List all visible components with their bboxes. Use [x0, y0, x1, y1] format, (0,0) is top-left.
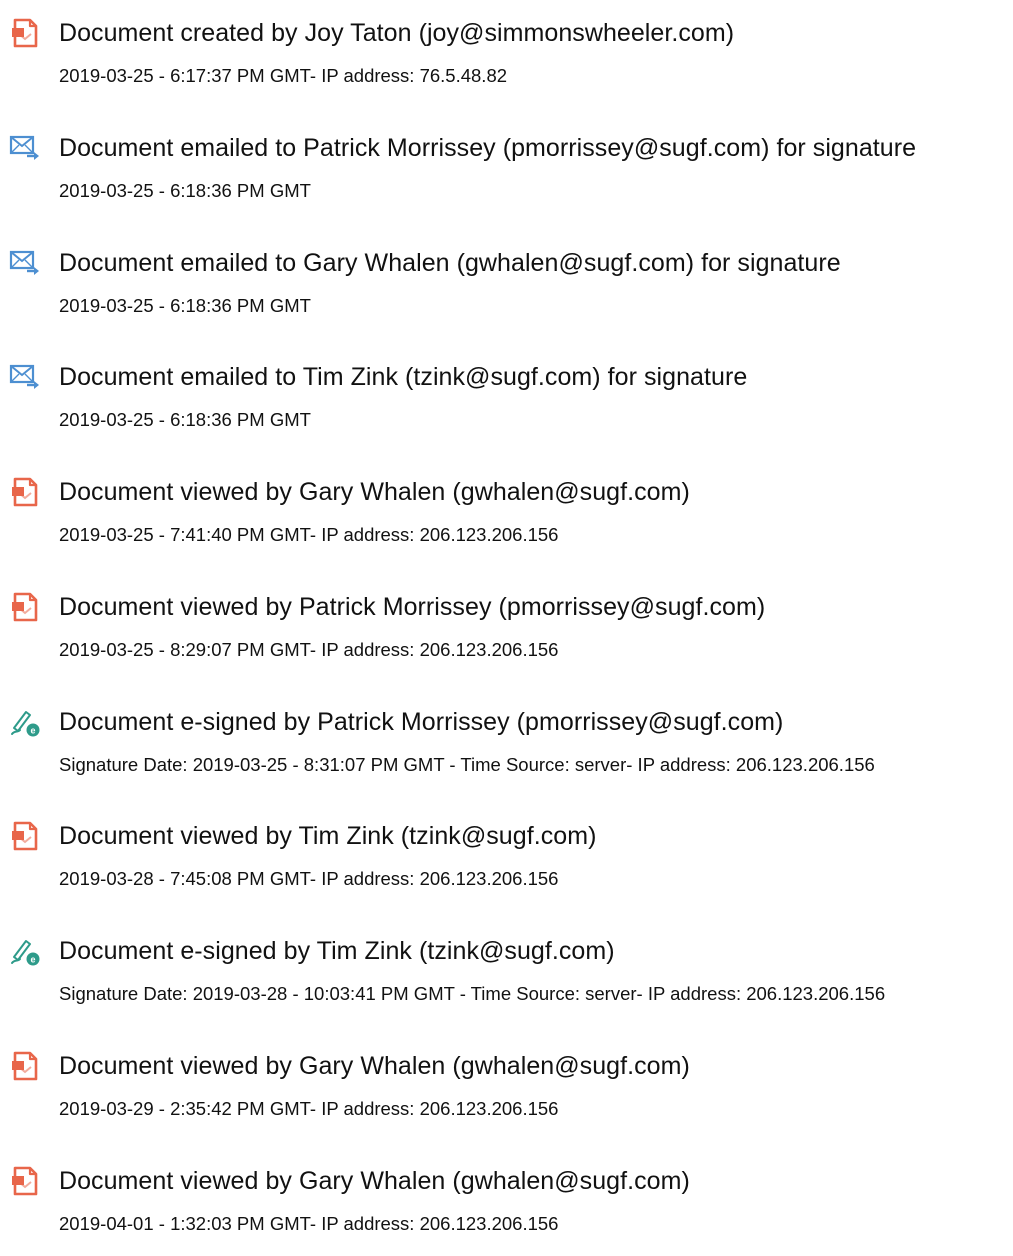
audit-event	[0, 811, 1013, 911]
email-icon	[9, 247, 45, 279]
event-detail: Signature Date: 2019-03-25 - 8:31:07 PM GMT - Time Source: server- IP address: 206.123.206.156	[59, 754, 875, 775]
audit-event	[0, 123, 1013, 223]
document-icon-graphic	[9, 591, 41, 623]
document-icon	[9, 820, 45, 852]
event-detail: 2019-03-25 - 6:18:36 PM GMT	[59, 409, 311, 430]
event-detail: 2019-03-25 - 7:41:40 PM GMT- IP address: 206.123.206.156	[59, 524, 559, 545]
document-icon-graphic	[9, 1050, 41, 1082]
event-detail: 2019-03-25 - 8:29:07 PM GMT- IP address: 206.123.206.156	[59, 639, 559, 660]
svg-text:e: e	[30, 725, 36, 736]
event-title: Document viewed by Gary Whalen (gwhalen@sugf.com)	[59, 478, 690, 506]
event-title: Document viewed by Gary Whalen (gwhalen@sugf.com)	[59, 1167, 690, 1195]
event-title: Document e-signed by Tim Zink (tzink@sugf.com)	[59, 937, 615, 965]
event-title: Document created by Joy Taton (joy@simmonswheeler.com)	[59, 19, 735, 47]
audit-event	[0, 352, 1013, 452]
event-detail: 2019-03-25 - 6:18:36 PM GMT	[59, 295, 311, 316]
event-title: Document emailed to Tim Zink (tzink@sugf.com) for signature	[59, 363, 748, 391]
email-icon-graphic	[9, 247, 41, 279]
document-icon-graphic	[9, 476, 41, 508]
event-detail: 2019-03-29 - 2:35:42 PM GMT- IP address: 206.123.206.156	[59, 1098, 559, 1119]
email-icon	[9, 132, 45, 164]
e-sign-icon-graphic	[9, 706, 41, 738]
event-detail: 2019-03-25 - 6:18:36 PM GMT	[59, 180, 311, 201]
event-title: Document e-signed by Patrick Morrissey (pmorrissey@sugf.com)	[59, 708, 784, 736]
event-detail: 2019-03-28 - 7:45:08 PM GMT- IP address: 206.123.206.156	[59, 868, 559, 889]
document-icon-graphic	[9, 1165, 41, 1197]
audit-event	[0, 926, 1013, 1026]
audit-event	[0, 1041, 1013, 1141]
audit-event	[0, 582, 1013, 682]
document-icon	[9, 476, 45, 508]
document-icon	[9, 17, 45, 49]
event-title: Document emailed to Gary Whalen (gwhalen@sugf.com) for signature	[59, 249, 841, 277]
event-detail: 2019-03-25 - 6:17:37 PM GMT- IP address: 76.5.48.82	[59, 65, 508, 86]
event-title: Document viewed by Patrick Morrissey (pmorrissey@sugf.com)	[59, 593, 766, 621]
event-title: Document viewed by Tim Zink (tzink@sugf.com)	[59, 822, 597, 850]
e-sign-icon-graphic	[9, 935, 41, 967]
e-sign-icon	[9, 706, 45, 738]
e-sign-icon	[9, 935, 45, 967]
audit-event	[0, 697, 1013, 797]
event-detail: 2019-04-01 - 1:32:03 PM GMT- IP address: 206.123.206.156	[59, 1213, 559, 1234]
event-title: Document viewed by Gary Whalen (gwhalen@sugf.com)	[59, 1052, 690, 1080]
audit-event	[0, 8, 1013, 108]
audit-event	[0, 238, 1013, 338]
email-icon-graphic	[9, 132, 41, 164]
audit-event	[0, 1156, 1013, 1256]
email-icon-graphic	[9, 361, 41, 393]
document-icon	[9, 591, 45, 623]
document-icon-graphic	[9, 17, 41, 49]
email-icon	[9, 361, 45, 393]
event-detail: Signature Date: 2019-03-28 - 10:03:41 PM GMT - Time Source: server- IP address: 206.123.206.156	[59, 983, 886, 1004]
document-icon	[9, 1050, 45, 1082]
event-title: Document emailed to Patrick Morrissey (pmorrissey@sugf.com) for signature	[59, 134, 917, 162]
document-icon	[9, 1165, 45, 1197]
document-icon-graphic	[9, 820, 41, 852]
svg-text:e: e	[30, 954, 36, 965]
audit-event	[0, 467, 1013, 567]
